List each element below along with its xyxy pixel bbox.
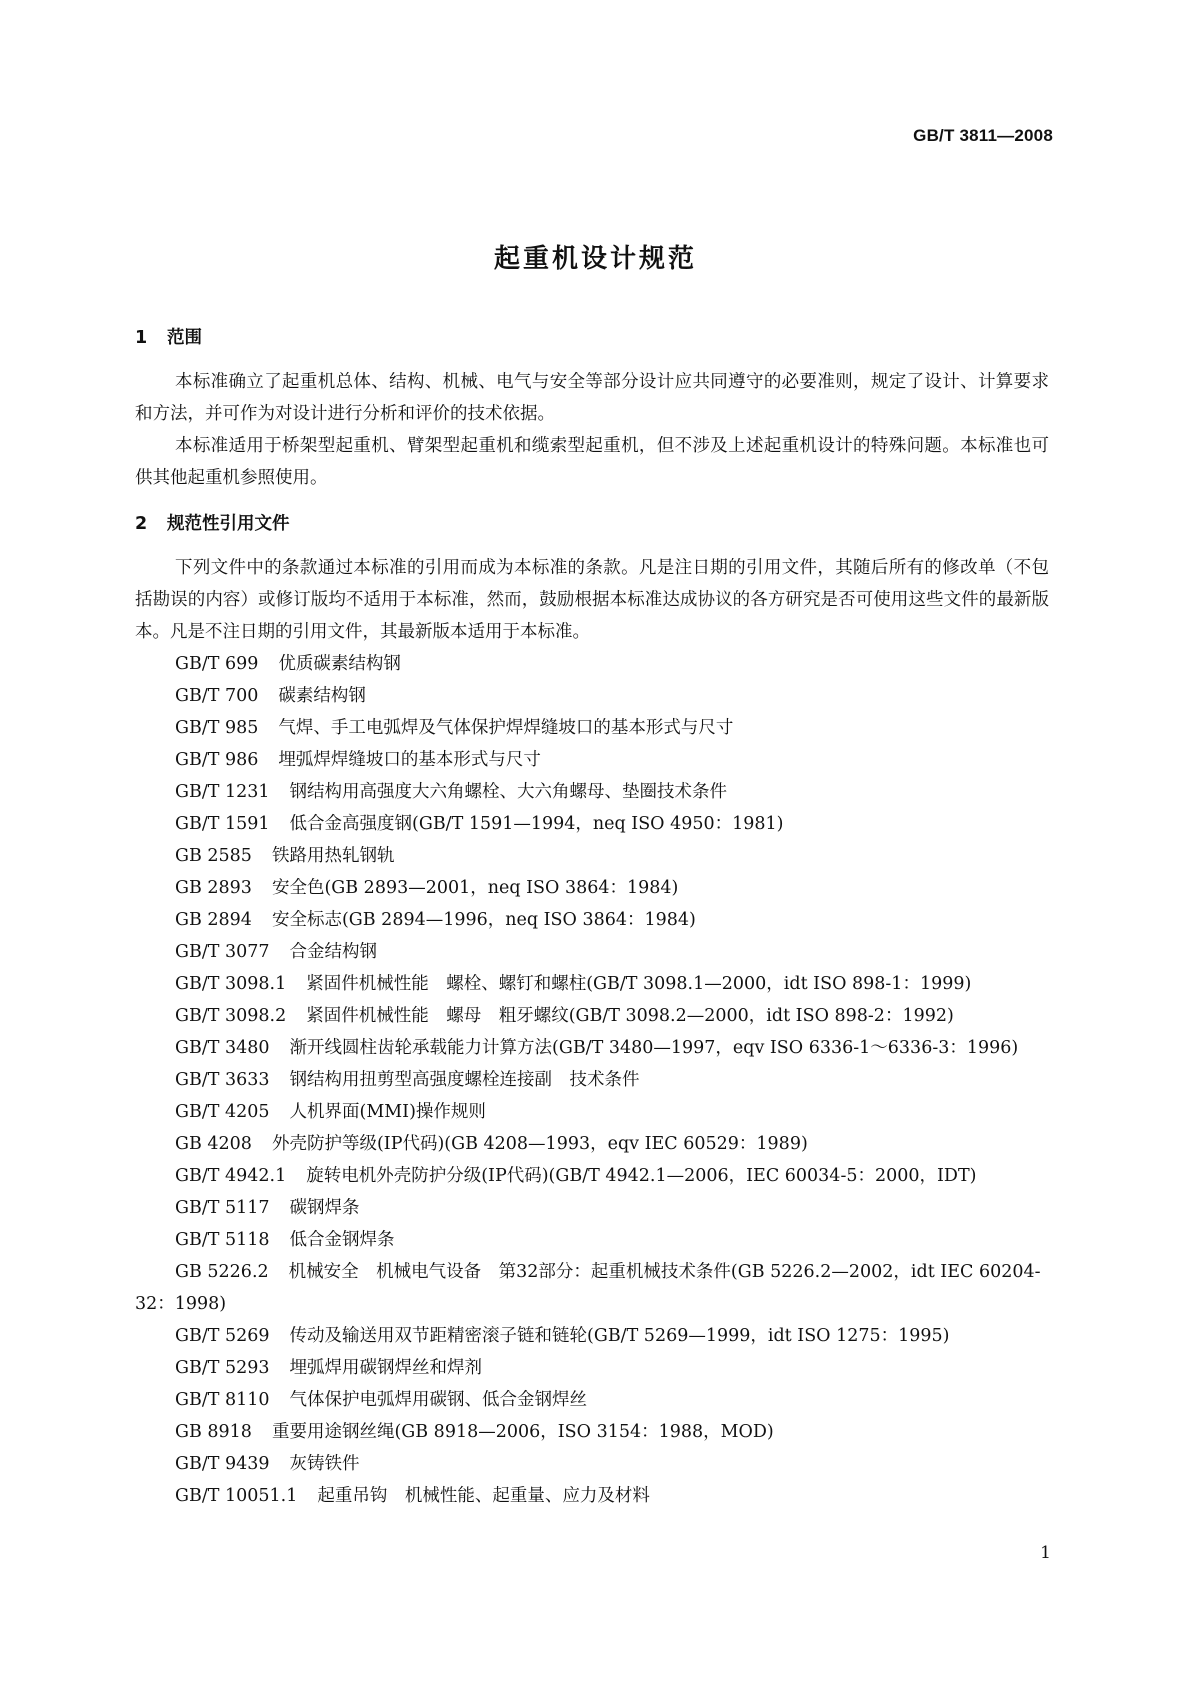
reference-code: GB/T 699 <box>175 654 259 674</box>
reference-code: GB 4208 <box>175 1134 252 1154</box>
reference-code: GB 5226.2 <box>175 1262 269 1282</box>
document-title: 起重机设计规范 <box>493 244 697 274</box>
reference-title: 灰铸铁件 <box>289 1454 360 1474</box>
reference-title: 传动及输送用双节距精密滚子链和链轮(GB/T 5269—1999，idt ISO 1275：1995) <box>289 1326 950 1346</box>
reference-code: GB 2893 <box>175 878 252 898</box>
reference-title: 人机界面(MMI)操作规则 <box>289 1102 486 1122</box>
reference-title: 碳素结构钢 <box>278 686 366 706</box>
reference-code: GB/T 986 <box>175 750 259 770</box>
reference-item <box>135 1480 1049 1512</box>
reference-code: GB/T 3480 <box>175 1038 270 1058</box>
reference-item <box>135 904 1049 936</box>
reference-item <box>135 744 1049 776</box>
reference-code: GB/T 4942.1 <box>175 1166 287 1186</box>
section-number: 1 <box>135 328 148 348</box>
paragraph: 下列文件中的条款通过本标准的引用而成为本标准的条款。凡是注日期的引用文件，其随后所有的修改单（不包括勘误的内容）或修订版均不适用于本标准，然而，鼓励根据本标准达成协议的各方研究是否可使用这些文件的最新版本。凡是不注日期的引用文件，其最新版本适用于本标准。 <box>135 558 1049 642</box>
reference-code: GB 2894 <box>175 910 252 930</box>
reference-code: GB/T 5117 <box>175 1198 270 1218</box>
reference-title: 紧固件机械性能 螺栓、螺钉和螺柱(GB/T 3098.1—2000，idt ISO 898-1：1999) <box>306 974 972 994</box>
reference-item <box>135 936 1049 968</box>
reference-title: 旋转电机外壳防护分级(IP代码)(GB/T 4942.1—2006，IEC 60034-5：2000，IDT) <box>306 1166 977 1186</box>
reference-code: GB/T 3633 <box>175 1070 270 1090</box>
section-heading-scope <box>135 322 1049 354</box>
reference-item <box>135 968 1049 1000</box>
reference-title: 气体保护电弧焊用碳钢、低合金钢焊丝 <box>289 1390 588 1410</box>
reference-title: 气焊、手工电弧焊及气体保护焊焊缝坡口的基本形式与尺寸 <box>278 718 734 738</box>
page-number: 1 <box>1040 1543 1051 1563</box>
reference-item <box>135 840 1049 872</box>
reference-item <box>135 1224 1049 1256</box>
reference-item <box>135 1384 1049 1416</box>
reference-title: 钢结构用扭剪型高强度螺栓连接副 技术条件 <box>289 1070 640 1090</box>
reference-code: GB/T 5293 <box>175 1358 270 1378</box>
reference-title: 合金结构钢 <box>289 942 378 962</box>
reference-code: GB/T 985 <box>175 718 259 738</box>
reference-code: GB 8918 <box>175 1422 252 1442</box>
reference-code: GB/T 700 <box>175 686 259 706</box>
reference-code: GB/T 3098.1 <box>175 974 287 994</box>
reference-item <box>135 1352 1049 1384</box>
reference-title: 埋弧焊用碳钢焊丝和焊剂 <box>289 1358 483 1378</box>
reference-code: GB/T 5269 <box>175 1326 270 1346</box>
reference-title: 紧固件机械性能 螺母 粗牙螺纹(GB/T 3098.2—2000，idt ISO 898-2：1992) <box>306 1006 954 1026</box>
reference-code: GB 2585 <box>175 846 252 866</box>
section-title: 规范性引用文件 <box>167 514 290 534</box>
reference-item <box>135 1032 1049 1064</box>
section-heading-normative-references <box>135 508 1049 540</box>
reference-title: 安全色(GB 2893—2001，neq ISO 3864：1984) <box>271 878 679 898</box>
reference-code: GB/T 8110 <box>175 1390 270 1410</box>
reference-title: 重要用途钢丝绳(GB 8918—2006，ISO 3154：1988，MOD) <box>271 1422 774 1442</box>
reference-item <box>135 872 1049 904</box>
reference-item <box>135 680 1049 712</box>
reference-code: GB/T 1231 <box>175 782 270 802</box>
reference-code: GB/T 9439 <box>175 1454 270 1474</box>
reference-title: 安全标志(GB 2894—1996，neq ISO 3864：1984) <box>271 910 696 930</box>
reference-title: 低合金钢焊条 <box>289 1230 395 1250</box>
reference-item <box>135 648 1049 680</box>
reference-item <box>135 808 1049 840</box>
reference-item <box>135 1128 1049 1160</box>
reference-item <box>135 1000 1049 1032</box>
standard-code: GB/T 3811—2008 <box>913 126 1053 145</box>
reference-code: GB/T 1591 <box>175 814 270 834</box>
paragraph: 本标准确立了起重机总体、结构、机械、电气与安全等部分设计应共同遵守的必要准则，规定了设计、计算要求和方法，并可作为对设计进行分析和评价的技术依据。 <box>135 372 1049 424</box>
reference-title: 铁路用热轧钢轨 <box>271 846 395 866</box>
reference-item <box>135 1256 1049 1320</box>
reference-title: 优质碳素结构钢 <box>278 654 401 674</box>
reference-item <box>135 1192 1049 1224</box>
reference-item <box>135 1096 1049 1128</box>
reference-item <box>135 1448 1049 1480</box>
reference-code: GB/T 3077 <box>175 942 270 962</box>
reference-item <box>135 776 1049 808</box>
reference-code: GB/T 10051.1 <box>175 1486 298 1506</box>
reference-item <box>135 1320 1049 1352</box>
reference-title: 机械安全 机械电气设备 第32部分：起重机械技术条件(GB 5226.2—2002，idt IEC 60204-32：1998) <box>135 1262 1041 1314</box>
reference-code: GB/T 4205 <box>175 1102 270 1122</box>
reference-title: 埋弧焊焊缝坡口的基本形式与尺寸 <box>278 750 541 770</box>
reference-code: GB/T 3098.2 <box>175 1006 287 1026</box>
reference-list <box>135 648 1049 1512</box>
reference-title: 外壳防护等级(IP代码)(GB 4208—1993，eqv IEC 60529：1989) <box>271 1134 808 1154</box>
reference-code: GB/T 5118 <box>175 1230 270 1250</box>
reference-item <box>135 1416 1049 1448</box>
reference-item <box>135 712 1049 744</box>
reference-title: 钢结构用高强度大六角螺栓、大六角螺母、垫圈技术条件 <box>289 782 728 802</box>
document-body <box>135 322 1049 1512</box>
spacer <box>135 494 1049 508</box>
section-title: 范围 <box>167 328 202 348</box>
reference-item <box>135 1160 1049 1192</box>
reference-item <box>135 1064 1049 1096</box>
paragraph: 本标准适用于桥架型起重机、臂架型起重机和缆索型起重机，但不涉及上述起重机设计的特殊问题。本标准也可供其他起重机参照使用。 <box>135 436 1049 488</box>
reference-title: 低合金高强度钢(GB/T 1591—1994，neq ISO 4950：1981) <box>289 814 784 834</box>
reference-title: 起重吊钩 机械性能、起重量、应力及材料 <box>317 1486 650 1506</box>
section-number: 2 <box>135 514 148 534</box>
reference-title: 渐开线圆柱齿轮承载能力计算方法(GB/T 3480—1997，eqv ISO 6336-1～6336-3：1996) <box>289 1038 1019 1058</box>
reference-title: 碳钢焊条 <box>289 1198 360 1218</box>
